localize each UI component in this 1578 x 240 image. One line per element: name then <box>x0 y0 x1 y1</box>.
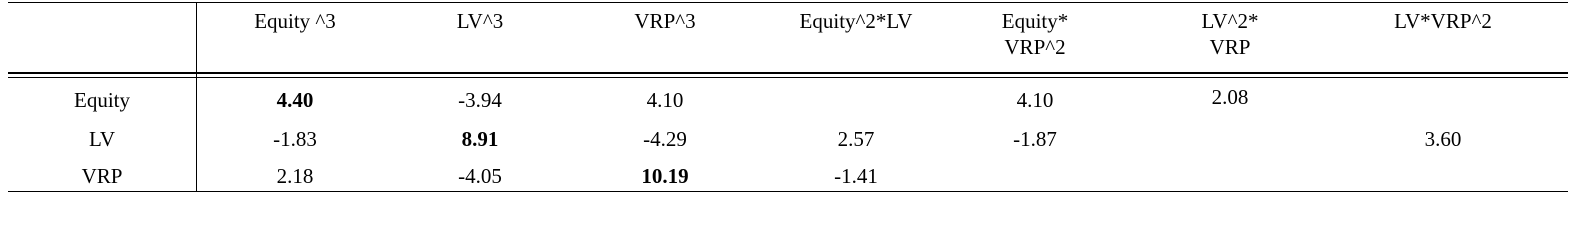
stub-column-divider <box>196 2 197 192</box>
column-header-equity-sq-lv: Equity^2*LV <box>799 9 913 33</box>
table-cell: 8.91 <box>461 127 499 151</box>
column-header-equity-cubed: Equity ^3 <box>254 9 336 33</box>
table-cell: -3.94 <box>458 88 502 112</box>
row-label-lv: LV <box>88 127 116 151</box>
table-cell: -4.05 <box>458 164 502 188</box>
table-cell: 4.40 <box>276 88 314 112</box>
header-rule-thin <box>8 77 1568 78</box>
column-header-vrp-cubed: VRP^3 <box>634 9 696 33</box>
table-cell: 10.19 <box>641 164 689 188</box>
table-cell: 2.08 <box>1211 85 1249 109</box>
table-cell: 4.10 <box>646 88 684 112</box>
table-cell: 3.60 <box>1424 127 1462 151</box>
column-header-equity-vrp-sq: Equity* VRP^2 <box>1001 9 1069 59</box>
table-cell: 2.18 <box>276 164 314 188</box>
table-cell: -1.87 <box>1013 127 1057 151</box>
row-label-equity: Equity <box>74 88 130 112</box>
column-header-lv-sq-vrp: LV^2* VRP <box>1201 9 1259 59</box>
bottom-rule <box>8 191 1568 192</box>
top-rule <box>8 2 1568 3</box>
table-cell: -1.83 <box>273 127 317 151</box>
regression-table <box>8 2 1568 194</box>
table-cell: 2.57 <box>837 127 875 151</box>
row-label-vrp: VRP <box>81 164 123 188</box>
header-rule-thick <box>8 72 1568 74</box>
table-cell: -1.41 <box>834 164 878 188</box>
table-cell: 4.10 <box>1016 88 1054 112</box>
column-header-lv-vrp-sq: LV*VRP^2 <box>1394 9 1492 33</box>
table-cell: -4.29 <box>643 127 687 151</box>
column-header-lv-cubed: LV^3 <box>456 9 504 33</box>
